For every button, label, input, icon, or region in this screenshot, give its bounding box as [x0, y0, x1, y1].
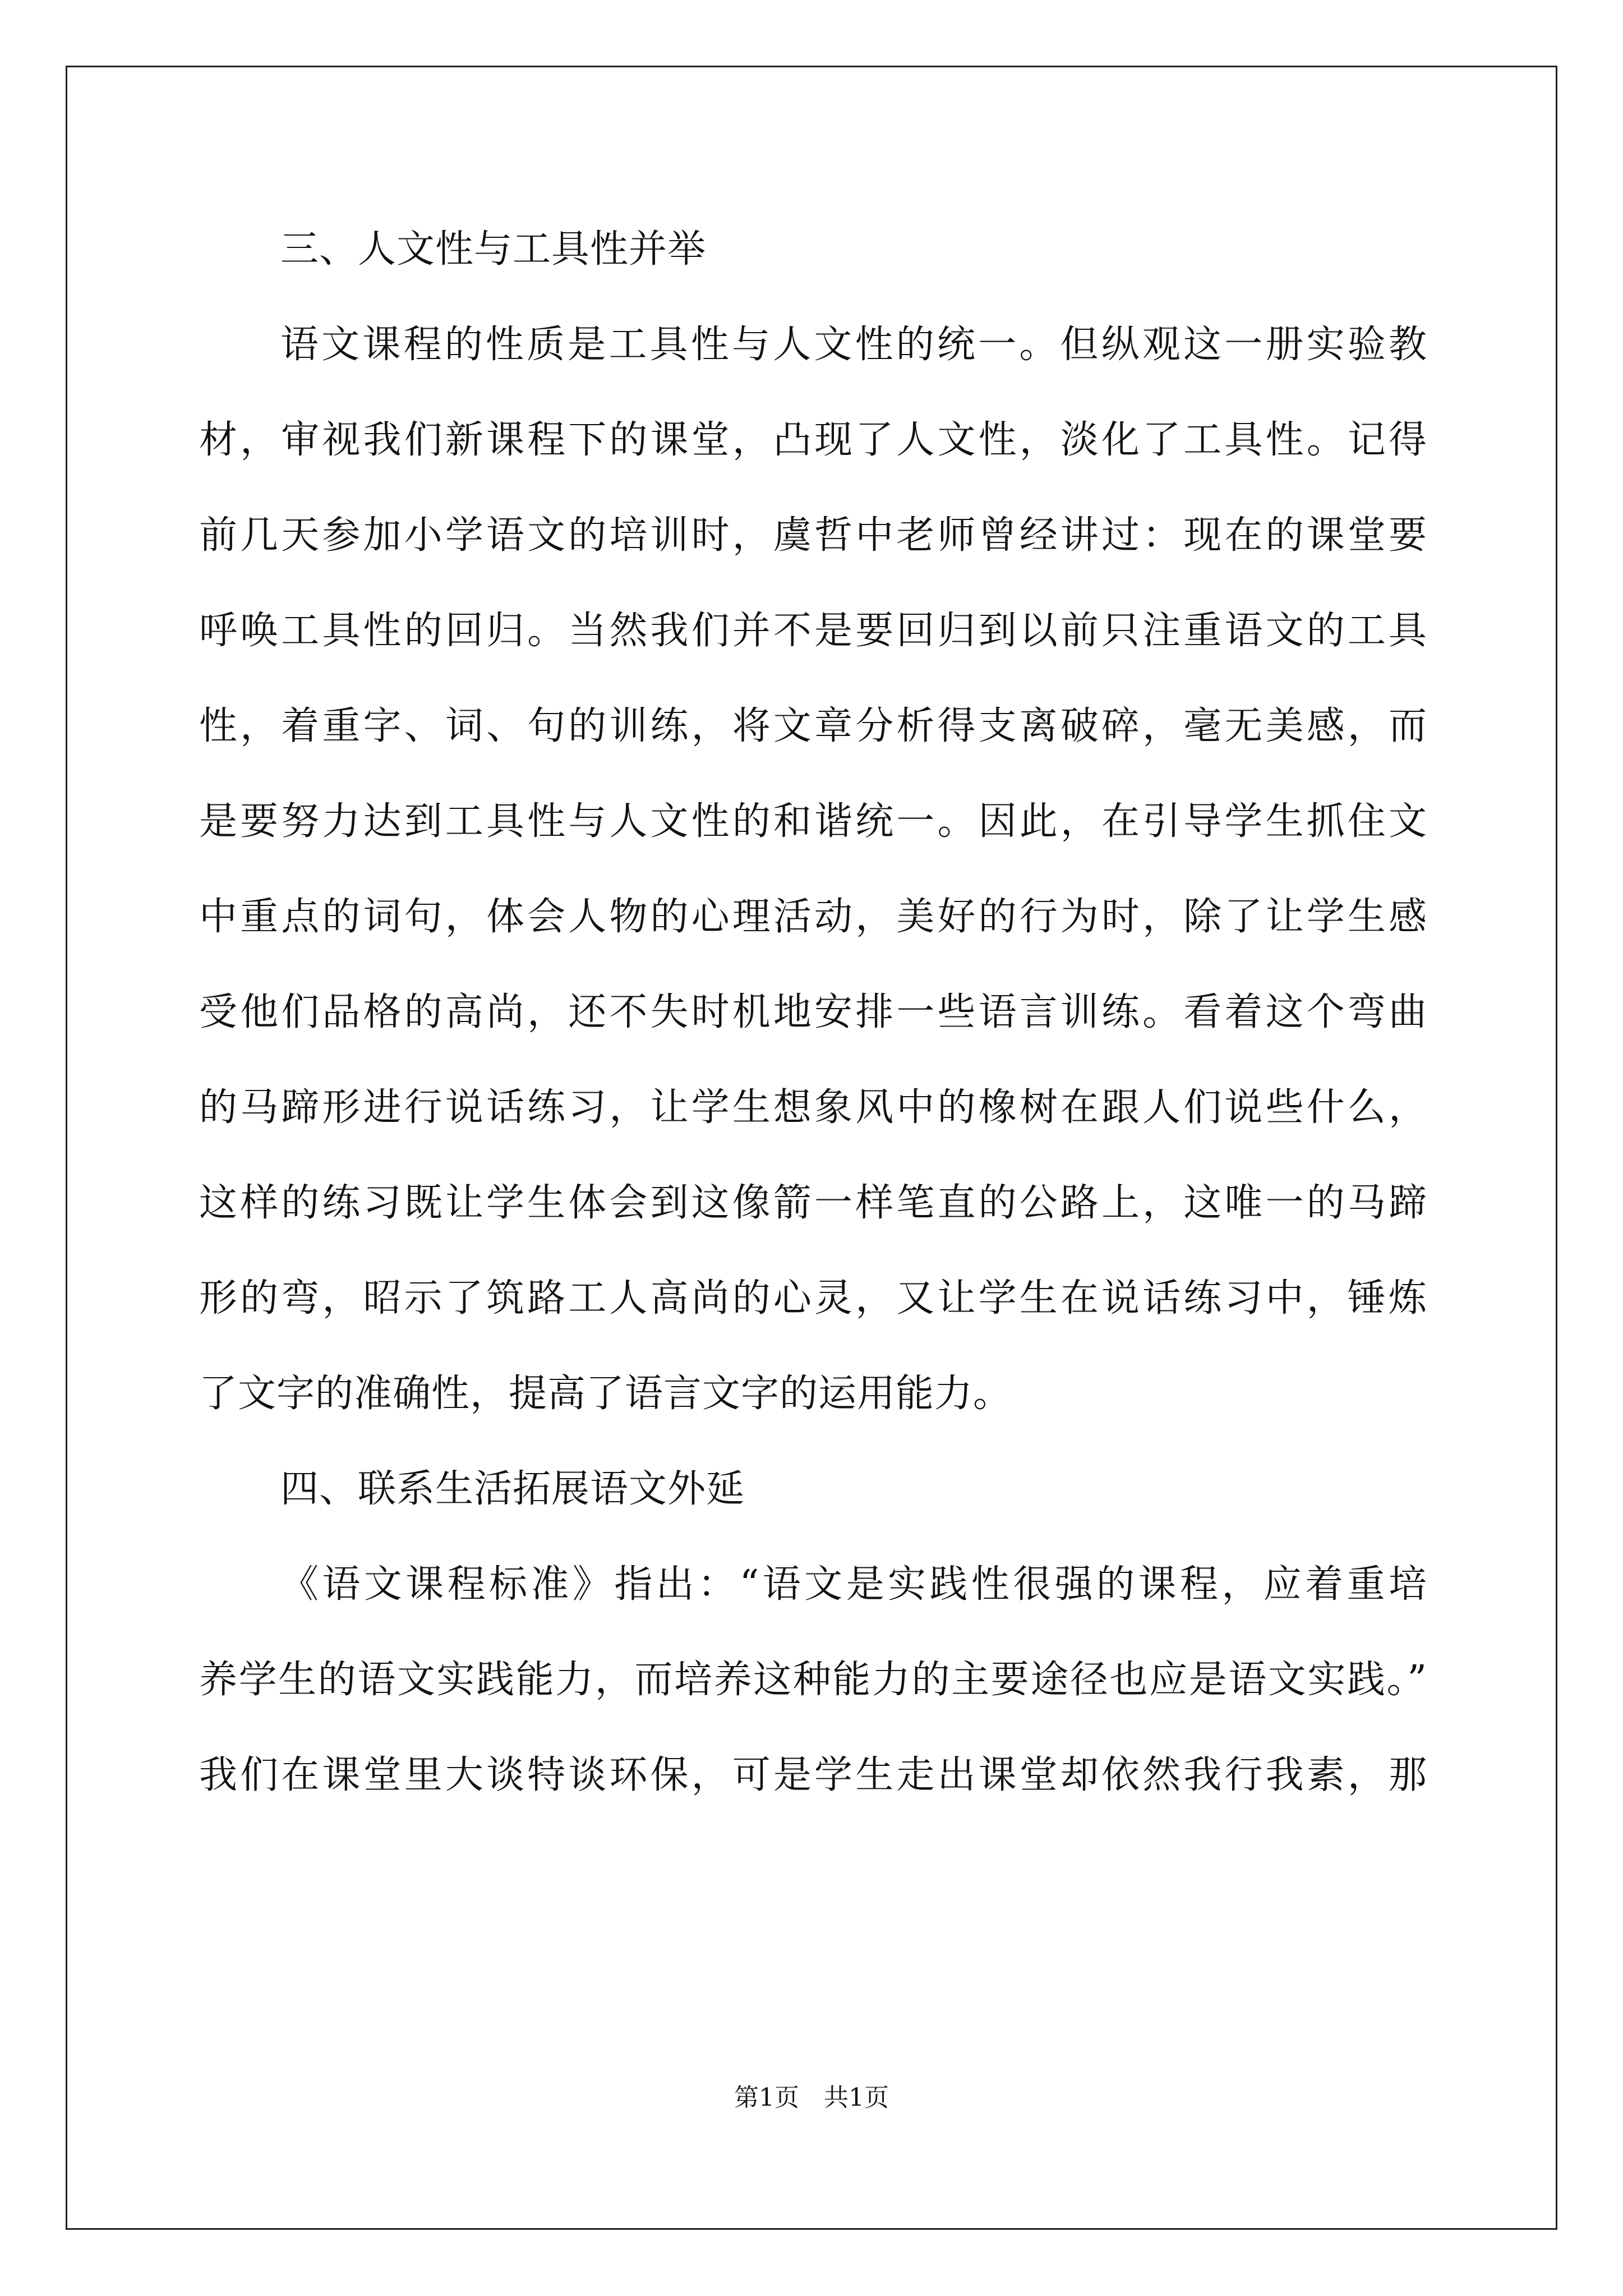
paragraph-line: 的马蹄形进行说话练习，让学生想象风中的橡树在跟人们说些什么， — [199, 1085, 1427, 1130]
paragraph-line: 受他们品格的高尚，还不失时机地安排一些语言训练。看着这个弯曲 — [199, 990, 1427, 1034]
heading-section-3: 三、人文性与工具性并举 — [280, 227, 707, 272]
paragraph-line: 我们在课堂里大谈特谈环保，可是学生走出课堂却依然我行我素，那 — [199, 1753, 1427, 1797]
paragraph-line: 了文字的准确性，提高了语言文字的运用能力。 — [199, 1372, 1012, 1416]
paragraph-line: 是要努力达到工具性与人文性的和谐统一。因此，在引导学生抓住文 — [199, 799, 1427, 844]
paragraph-line: 养学生的语文实践能力，而培养这种能力的主要途径也应是语文实践。” — [199, 1658, 1427, 1702]
paragraph-line: 形的弯，昭示了筑路工人高尚的心灵，又让学生在说话练习中，锤炼 — [199, 1276, 1427, 1320]
heading-section-4: 四、联系生活拓展语文外延 — [280, 1467, 745, 1511]
paragraph-line: 《语文课程标准》指出：“语文是实践性很强的课程，应着重培 — [280, 1562, 1427, 1607]
paragraph-line: 性，着重字、词、句的训练，将文章分析得支离破碎，毫无美感，而 — [199, 704, 1427, 748]
paragraph-line: 呼唤工具性的回归。当然我们并不是要回归到以前只注重语文的工具 — [199, 609, 1427, 653]
paragraph-line: 这样的练习既让学生体会到这像箭一样笔直的公路上，这唯一的马蹄 — [199, 1181, 1427, 1225]
paragraph-line: 中重点的词句，体会人物的心理活动，美好的行为时，除了让学生感 — [199, 895, 1427, 939]
paragraph-line: 语文课程的性质是工具性与人文性的统一。但纵观这一册实验教 — [280, 323, 1427, 367]
paragraph-line: 材，审视我们新课程下的课堂，凸现了人文性，淡化了工具性。记得 — [199, 418, 1427, 462]
page-footer: 第1页 共1页 — [734, 2083, 889, 2112]
paragraph-line: 前几天参加小学语文的培训时，虞哲中老师曾经讲过：现在的课堂要 — [199, 513, 1427, 558]
page-border — [66, 66, 1557, 2230]
